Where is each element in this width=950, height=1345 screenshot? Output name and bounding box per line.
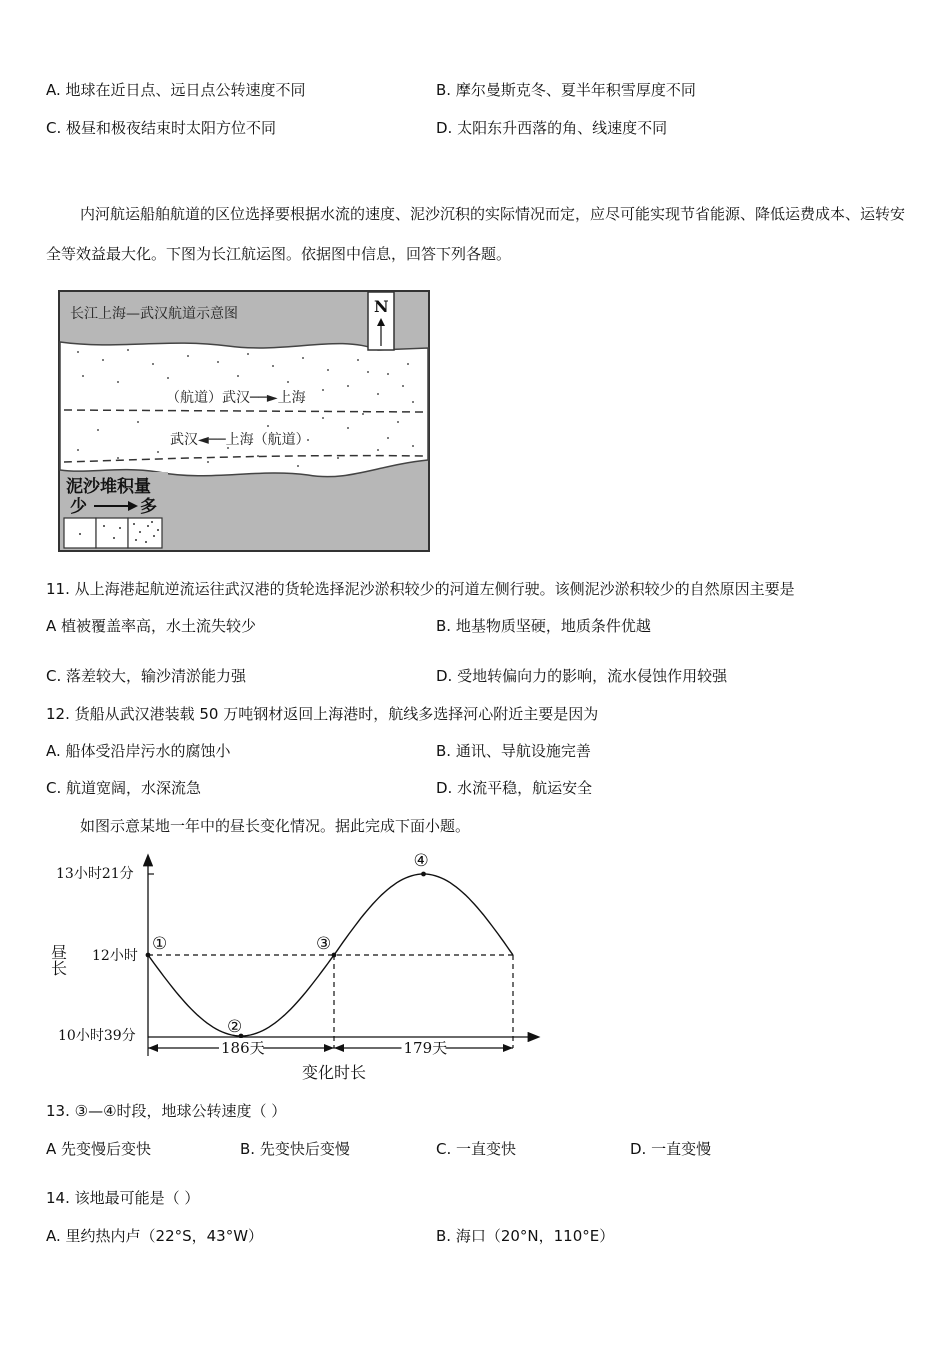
q12-option-a: A. 船体受沿岸污水的腐蚀小 <box>46 742 231 760</box>
q14-option-a: A. 里约热内卢（22°S，43°W） <box>46 1227 264 1245</box>
day-length-chart-svg <box>40 848 560 1088</box>
legend-title: 泥沙堆积量 <box>66 477 151 497</box>
q12-option-b: B. 通讯、导航设施完善 <box>436 742 591 760</box>
intro-paragraph-2: 如图示意某地一年中的昼长变化情况。据此完成下面小题。 <box>80 817 471 835</box>
chart-point-label-2: ② <box>227 1017 243 1037</box>
chart-point-4 <box>421 872 426 877</box>
interval-arrow-left-2 <box>334 1044 344 1052</box>
q14-stem: 14. 该地最可能是（ ） <box>46 1189 200 1207</box>
legend-many-label: 多 <box>140 497 157 517</box>
legend-few-label: 少 <box>70 497 87 517</box>
interval-label-2: 179天 <box>403 1039 448 1057</box>
q13-option-d: D. 一直变慢 <box>630 1140 712 1158</box>
chart-point-label-4: ④ <box>413 851 429 871</box>
q13-option-a: A 先变慢后变快 <box>46 1140 152 1158</box>
north-label: N <box>374 297 389 316</box>
q11-stem: 11. 从上海港起航逆流运往武汉港的货轮选择泥沙淤积较少的河道左侧行驶。该侧泥沙淤积较少的自然原因主要是 <box>46 580 795 598</box>
interval-arrow-right-1 <box>324 1044 334 1052</box>
y-tick-label-mid: 12小时 <box>92 948 138 964</box>
x-axis-label: 变化时长 <box>302 1063 367 1082</box>
q10-option-a: A. 地球在近日点、远日点公转速度不同 <box>46 81 306 99</box>
q13-option-b: B. 先变快后变慢 <box>240 1140 350 1158</box>
q11-option-b: B. 地基物质坚硬，地质条件优越 <box>436 617 651 635</box>
interval-label-1: 186天 <box>221 1039 265 1057</box>
intro-paragraph-1: 内河航运船舶航道的区位选择要根据水流的速度、泥沙沉积的实际情况而定，应尽可能实现节省能源、降低运费成本、运转安全等效益最大化。下图为长江航运图。依据图中信息，回答下列各题。 <box>46 205 906 263</box>
legend-box-many <box>128 518 162 548</box>
q13-option-c: C. 一直变快 <box>436 1140 517 1158</box>
q12-option-d: D. 水流平稳，航运安全 <box>436 779 593 797</box>
q11-option-c: C. 落差较大，输沙清淤能力强 <box>46 667 247 685</box>
y-tick-label-min: 10小时39分 <box>58 1028 136 1044</box>
q10-option-d: D. 太阳东升西落的角、线速度不同 <box>436 119 668 137</box>
q14-option-b: B. 海口（20°N，110°E） <box>436 1227 615 1245</box>
interval-arrow-right-2 <box>503 1044 513 1052</box>
lane-downstream-label: （航道）武汉──►上海 <box>166 390 306 406</box>
chart-point-label-3: ③ <box>316 934 332 954</box>
day-length-chart <box>40 848 560 1088</box>
river-map-figure <box>58 290 430 552</box>
river-map-svg <box>58 290 430 552</box>
q11-option-d: D. 受地转偏向力的影响，流水侵蚀作用较强 <box>436 667 728 685</box>
y-axis-label: 昼长 <box>48 944 68 976</box>
legend-box-mid <box>96 518 128 548</box>
q10-option-c: C. 极昼和极夜结束时太阳方位不同 <box>46 119 277 137</box>
river-map-title: 长江上海—武汉航道示意图 <box>70 306 238 322</box>
q13-stem: 13. ③—④时段，地球公转速度（ ） <box>46 1102 287 1120</box>
q12-option-c: C. 航道宽阔，水深流急 <box>46 779 202 797</box>
chart-point-1 <box>146 953 151 958</box>
chart-point-label-1: ① <box>152 934 168 954</box>
lane-upstream-label: 武汉◄──上海（航道） <box>170 432 310 448</box>
q12-stem: 12. 货船从武汉港装载 50 万吨钢材返回上海港时，航线多选择河心附近主要是因为 <box>46 705 599 723</box>
interval-arrow-left-1 <box>148 1044 158 1052</box>
chart-point-3 <box>332 953 337 958</box>
q11-option-a: A 植被覆盖率高，水土流失较少 <box>46 617 257 635</box>
q10-option-b: B. 摩尔曼斯克冬、夏半年积雪厚度不同 <box>436 81 696 99</box>
y-tick-label-max: 13小时21分 <box>56 866 134 882</box>
